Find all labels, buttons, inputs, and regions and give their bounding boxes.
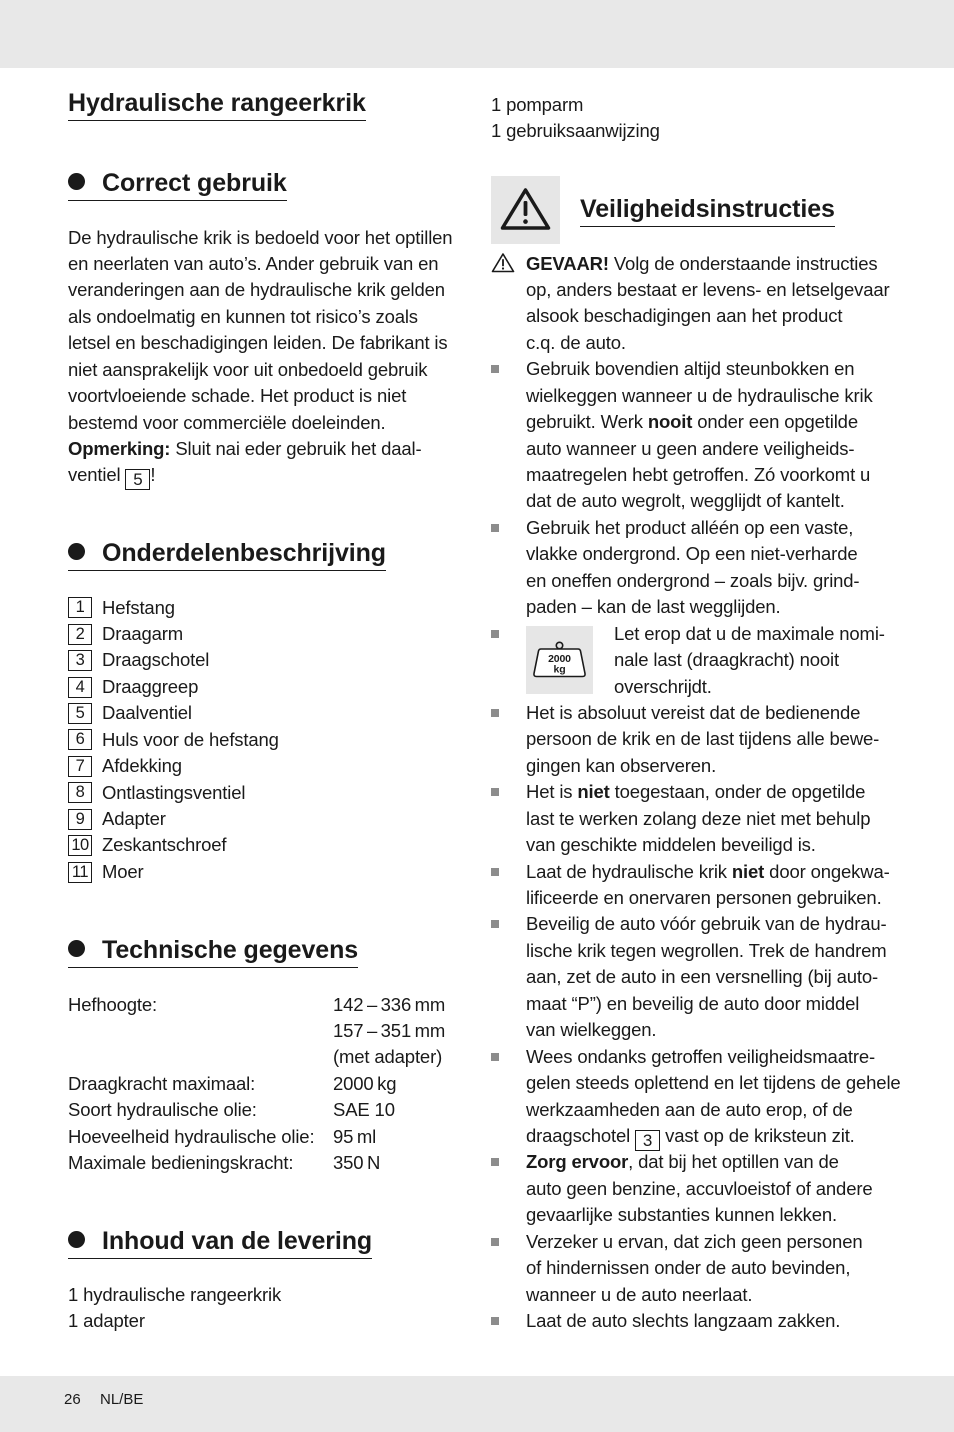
square-bullet-icon: [491, 709, 499, 717]
text-segment: gebruikt. Werk: [526, 411, 648, 433]
text-segment: , dat bij het optillen van de: [628, 1151, 839, 1173]
safety-bullet-item: [491, 700, 901, 779]
part-number-box: 10: [68, 835, 92, 856]
part-number-box: 1: [68, 597, 92, 618]
bold-text: Opmerking:: [68, 438, 171, 459]
square-bullet-icon: [491, 630, 499, 638]
delivery-item: 1 pomparm: [491, 93, 584, 115]
text-line: [68, 357, 452, 383]
text-line: [526, 1070, 901, 1096]
section-heading-text: Inhoud van de levering: [102, 1227, 373, 1255]
parts-list: [68, 595, 279, 886]
bold-text: niet: [731, 860, 765, 882]
icon-label-bottom: kg: [553, 663, 566, 676]
parts-list-item: [68, 647, 279, 673]
parts-list-item: [68, 859, 279, 885]
text-segment: Beveilig de auto vóór gebruik van de hydrau-: [526, 913, 887, 935]
part-label: Draaggreep: [102, 675, 199, 697]
text-line: [526, 409, 873, 435]
text-segment: door ongekwa-: [764, 860, 890, 882]
text-line: [68, 410, 452, 436]
text-segment: !: [150, 464, 156, 486]
text-line: [526, 1044, 901, 1070]
bullet-marker: [491, 1044, 526, 1070]
bullet-marker: [491, 700, 526, 726]
text-line: [526, 991, 887, 1017]
text-line: [526, 1229, 862, 1255]
text-segment: dat de auto wegrolt, wegglijdt of kantelt.: [526, 490, 845, 512]
tech-label: Maximale bedieningskracht:: [68, 1152, 294, 1174]
part-number-box: 4: [68, 677, 92, 698]
tech-row: [68, 992, 445, 1018]
technical-data-table: [68, 992, 445, 1177]
parts-list-item: [68, 621, 279, 647]
bullet-dot-icon: [68, 543, 85, 560]
part-label: Zeskantschroef: [102, 834, 227, 856]
safety-item-text: [526, 1229, 862, 1308]
section-heading-delivery-contents: [68, 1226, 372, 1259]
tech-value: 2000 kg: [333, 1072, 397, 1094]
square-bullet-icon: [491, 1053, 499, 1061]
danger-text: [526, 251, 889, 357]
text-segment: gingen kan observeren.: [526, 754, 717, 776]
safety-bullet-item: [491, 1308, 901, 1334]
bullet-marker: [491, 911, 526, 937]
tech-value: 142 – 336 mm: [333, 993, 446, 1015]
text-line: [526, 356, 873, 382]
text-line: [526, 964, 887, 990]
part-number-box: 5: [68, 703, 92, 724]
tech-value: 157 – 351 mm: [333, 1019, 446, 1041]
tech-label: Hefhoogte:: [68, 993, 158, 1015]
parts-list-item: [68, 832, 279, 858]
text-segment: persoon de krik en de last tijdens alle bewe-: [526, 728, 880, 750]
bold-text: GEVAAR!: [526, 252, 609, 274]
parts-list-item: [68, 753, 279, 779]
text-segment: werkzaamheden aan de auto erop, of de: [526, 1098, 853, 1120]
text-segment: Volg de onderstaande instructies: [608, 252, 878, 274]
text-line: [526, 1123, 901, 1149]
text-segment: wanneer u de auto neerlaat.: [526, 1283, 753, 1305]
text-line: [526, 1176, 872, 1202]
text-segment: onder een opgetilde: [692, 411, 858, 433]
text-line: [526, 251, 889, 277]
safety-item-text: [526, 779, 870, 858]
max-load-icon-box: [526, 626, 593, 694]
part-label: Draagschotel: [102, 649, 210, 671]
section-heading-safety: Veiligheidsinstructies: [580, 194, 835, 227]
delivery-item: 1 hydraulische rangeerkrik: [68, 1283, 282, 1305]
safety-item-text: [526, 700, 879, 779]
text-segment: Laat de auto slechts langzaam zakken.: [526, 1310, 841, 1331]
text-line: [526, 1097, 901, 1123]
parts-list-item: [68, 780, 279, 806]
text-line: [68, 277, 452, 303]
text-line: [526, 700, 879, 726]
part-label: Ontlastingsventiel: [102, 781, 246, 803]
square-bullet-icon: [491, 1238, 499, 1246]
text-line: [68, 251, 452, 277]
text-line: [526, 541, 859, 567]
text-segment: op, anders bestaat er levens- en letselgevaar: [526, 278, 890, 300]
text-segment: nale last (draagkracht) nooit: [614, 649, 839, 671]
text-segment: vast op de kriksteun zit.: [660, 1124, 855, 1146]
tech-label: Hoeveelheid hydraulische olie:: [68, 1125, 315, 1147]
text-line: [526, 779, 870, 805]
text-line: [68, 225, 452, 251]
part-number-box: 11: [68, 862, 92, 883]
text-segment: c.q. de auto.: [526, 331, 626, 353]
text-segment: overschrijdt.: [614, 675, 712, 697]
section-heading-correct-use: [68, 168, 287, 201]
text-line: [526, 726, 879, 752]
bold-text: Zorg ervoor: [526, 1151, 629, 1173]
text-line: [526, 885, 890, 911]
text-line: [526, 594, 859, 620]
parts-list-item: [68, 806, 279, 832]
tech-value: (met adapter): [333, 1046, 443, 1068]
text-segment: bestemd voor commerciële doeleinden.: [68, 411, 386, 433]
part-label: Huls voor de hefstang: [102, 728, 279, 750]
text-segment: letsel en beschadigingen leiden. De fabrikant is: [68, 332, 448, 354]
text-segment: maat “P”) en beveilig de auto door middel: [526, 992, 860, 1014]
text-line: [614, 647, 885, 673]
bullet-marker: [491, 1308, 526, 1334]
page-number: 26: [64, 1391, 81, 1408]
bullet-dot-icon: [68, 940, 85, 957]
safety-bullet-item: [491, 515, 901, 621]
bullet-marker: [491, 356, 526, 382]
warning-triangle-icon: [491, 176, 560, 244]
part-number-box: 5: [125, 469, 150, 490]
text-line: [526, 806, 870, 832]
section-heading-text: Correct gebruik: [102, 169, 287, 197]
text-line: [614, 621, 885, 647]
bullet-marker: [491, 1229, 526, 1255]
tech-row: [68, 1018, 445, 1044]
text-line: [526, 1202, 872, 1228]
square-bullet-icon: [491, 524, 499, 532]
text-line: [68, 462, 452, 488]
parts-list-item: [68, 674, 279, 700]
safety-warning-box: [491, 176, 560, 244]
safety-bullet-item: [491, 779, 901, 858]
bullet-marker: [491, 859, 526, 885]
square-bullet-icon: [491, 1317, 499, 1325]
bullet-marker: [491, 1149, 526, 1175]
danger-marker: [491, 251, 526, 277]
part-label: Moer: [102, 860, 144, 882]
safety-item-text: [526, 1149, 872, 1228]
text-line: [526, 277, 889, 303]
text-segment: Sluit nai eder gebruik het daal-: [170, 438, 422, 459]
page-region: NL/BE: [100, 1391, 144, 1408]
part-number-box: 8: [68, 782, 92, 803]
parts-list-item: [68, 727, 279, 753]
tech-row: [68, 1150, 445, 1176]
text-segment: Het is absoluut vereist dat de bedienende: [526, 701, 861, 723]
safety-bullet-item: [491, 356, 901, 515]
icon-label-top: 2000: [548, 652, 571, 665]
top-band: [0, 0, 954, 68]
text-segment: of hindernissen onder de auto bevinden,: [526, 1257, 851, 1279]
text-segment: last te werken zolang deze niet met behulp: [526, 807, 871, 829]
text-line: [526, 911, 887, 937]
text-line: [526, 383, 873, 409]
text-segment: gevaarlijke substanties kunnen lekken.: [526, 1204, 838, 1226]
text-segment: Laat de hydraulische krik: [526, 860, 732, 882]
bold-text: niet: [577, 781, 610, 803]
text-line: [68, 383, 452, 409]
tech-row: [68, 1071, 445, 1097]
section-heading-text: Technische gegevens: [102, 936, 359, 964]
text-segment: Het is: [526, 781, 578, 803]
text-segment: voortvloeiende schade. Het product is niet: [68, 385, 407, 407]
tech-label: [68, 1018, 333, 1044]
part-label: Adapter: [102, 808, 166, 829]
text-line: [526, 1255, 862, 1281]
text-segment: draagschotel: [526, 1124, 636, 1146]
text-line: [526, 1308, 840, 1334]
section-heading-parts: [68, 538, 386, 571]
text-segment: lificeerde en onervaren personen gebruiken.: [526, 887, 882, 908]
text-line: [526, 859, 890, 885]
square-bullet-icon: [491, 920, 499, 928]
safety-item-text: [526, 356, 873, 515]
text-line: [526, 436, 873, 462]
text-line: [526, 1282, 862, 1308]
text-line: [68, 436, 452, 462]
safety-bullet-item: [491, 911, 901, 1043]
delivery-contents-list: [68, 1282, 281, 1335]
delivery-contents-list-continued: [491, 92, 660, 145]
text-line: [614, 674, 885, 700]
part-label: Afdekking: [102, 755, 182, 777]
page-title: Hydraulische rangeerkrik: [68, 88, 366, 121]
delivery-item: 1 gebruiksaanwijzing: [491, 119, 660, 141]
tech-row: [68, 1097, 445, 1123]
tech-row: [68, 1044, 445, 1070]
part-label: Draagarm: [102, 622, 184, 644]
parts-list-item: [68, 700, 279, 726]
text-line: [526, 753, 879, 779]
safety-bullet-item: [491, 621, 901, 700]
text-segment: gelen steeds oplettend en let tijdens de gehele: [526, 1072, 901, 1094]
bullet-dot-icon: [68, 1231, 85, 1248]
text-line: [526, 568, 859, 594]
text-line: [526, 1149, 872, 1175]
text-line: [526, 832, 870, 858]
text-segment: veranderingen aan de hydraulische krik gelden: [68, 279, 445, 301]
danger-warning: [491, 251, 901, 357]
max-load-weight-icon: [526, 626, 593, 694]
square-bullet-icon: [491, 1158, 499, 1166]
text-line: [526, 515, 859, 541]
section-heading-technical-data: [68, 935, 358, 968]
text-segment: Verzeker u ervan, dat zich geen personen: [526, 1230, 863, 1252]
tech-value: SAE 10: [333, 1099, 395, 1121]
text-segment: Gebruik het product alléén op een vaste,: [526, 516, 854, 538]
safety-item-text: [614, 621, 885, 700]
section-heading-text: Onderdelenbeschrijving: [102, 539, 386, 567]
text-segment: De hydraulische krik is bedoeld voor het optillen: [68, 226, 453, 248]
square-bullet-icon: [491, 365, 499, 373]
text-segment: ventiel: [68, 464, 126, 486]
text-segment: Wees ondanks getroffen veiligheidsmaatre-: [526, 1045, 875, 1067]
part-number-box: 7: [68, 756, 92, 777]
safety-bullet-item: [491, 1149, 901, 1228]
tech-label: [68, 1044, 333, 1070]
text-segment: auto geen benzine, accuvloeistof of andere: [526, 1177, 873, 1199]
tech-label: Soort hydraulische olie:: [68, 1099, 257, 1121]
text-line: [526, 488, 873, 514]
text-segment: vlakke ondergrond. Op een niet-verharde: [526, 543, 858, 565]
bullet-marker: [491, 621, 526, 647]
safety-bullet-item: [491, 1229, 901, 1308]
text-line: [526, 462, 873, 488]
tech-label: Draagkracht maximaal:: [68, 1072, 256, 1094]
text-line: [526, 330, 889, 356]
part-number-box: 3: [635, 1130, 660, 1151]
text-segment: lische krik tegen wegrollen. Trek de handrem: [526, 939, 887, 961]
text-line: [526, 1017, 887, 1043]
parts-list-item: [68, 595, 279, 621]
warning-triangle-small-icon: [491, 252, 515, 273]
text-segment: Let erop dat u de maximale nomi-: [614, 622, 885, 644]
safety-item-text: [526, 1044, 901, 1150]
part-number-box: 9: [68, 809, 92, 830]
text-segment: alsook beschadigingen aan het product: [526, 305, 843, 327]
delivery-item: 1 adapter: [68, 1309, 145, 1331]
part-label: Daalventiel: [102, 702, 192, 724]
text-segment: aan, zet de auto in een versnelling (bij auto-: [526, 966, 879, 988]
text-segment: auto wanneer u geen andere veiligheids-: [526, 437, 855, 459]
part-number-box: 3: [68, 650, 92, 671]
text-segment: als ondoelmatig en kunnen tot risico’s zoals: [68, 305, 418, 327]
text-segment: maatregelen hebt getroffen. Zó voorkomt u: [526, 464, 871, 485]
text-line: [68, 330, 452, 356]
text-segment: en neerlaten van auto’s. Ander gebruik van en: [68, 252, 439, 274]
tech-value: 350 N: [333, 1152, 381, 1174]
bullet-dot-icon: [68, 173, 85, 190]
safety-item-text: [526, 1308, 840, 1334]
text-segment: wielkeggen wanneer u de hydraulische krik: [526, 384, 873, 406]
text-line: [526, 938, 887, 964]
part-number-box: 6: [68, 729, 92, 750]
bullet-marker: [491, 515, 526, 541]
text-segment: van geschikte middelen beveiligd is.: [526, 834, 816, 856]
tech-value: 95 ml: [333, 1125, 377, 1147]
safety-item-text: [526, 911, 887, 1043]
part-number-box: 2: [68, 624, 92, 645]
safety-item-text: [526, 515, 859, 621]
text-segment: van wielkeggen.: [526, 1019, 657, 1041]
text-line: [68, 304, 452, 330]
part-label: Hefstang: [102, 596, 175, 618]
correct-use-paragraph: [68, 225, 452, 489]
bold-text: nooit: [647, 411, 693, 433]
square-bullet-icon: [491, 788, 499, 796]
text-segment: toegestaan, onder de opgetilde: [609, 781, 866, 803]
safety-item-text: [526, 859, 890, 912]
bullet-marker: [491, 779, 526, 805]
safety-bullet-item: [491, 859, 901, 912]
square-bullet-icon: [491, 868, 499, 876]
text-segment: niet aansprakelijk voor uit onbedoeld gebruik: [68, 358, 428, 380]
text-line: [526, 303, 889, 329]
safety-instructions-list: [491, 251, 901, 1335]
text-segment: Gebruik bovendien altijd steunbokken en: [526, 358, 855, 380]
text-segment: en oneffen ondergrond – zoals bijv. grind-: [526, 569, 860, 591]
safety-bullet-item: [491, 1044, 901, 1150]
tech-row: [68, 1124, 445, 1150]
text-segment: paden – kan de last wegglijden.: [526, 596, 781, 618]
